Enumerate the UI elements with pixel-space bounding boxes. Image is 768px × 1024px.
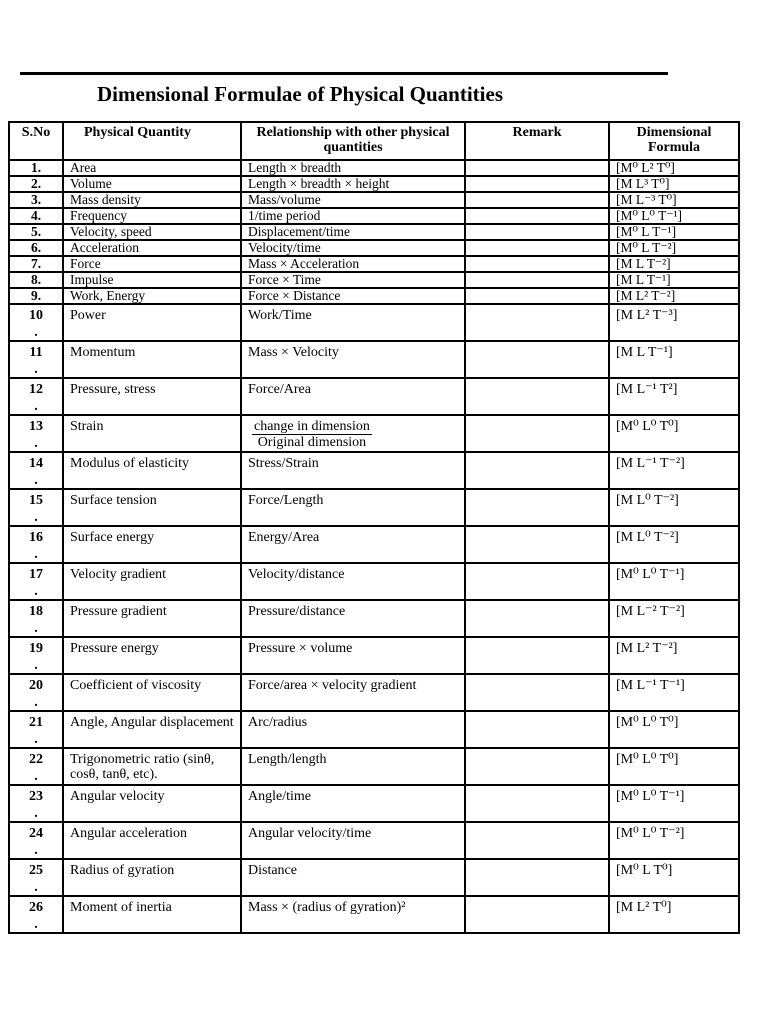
top-rule [20,72,668,75]
relationship-cell: Force/area × velocity gradient [241,674,465,711]
formula-cell: [M L² T⁰] [609,896,739,933]
table-row [9,341,739,378]
sno-cell: 15 . [9,489,63,526]
formula-cell: [M L⁻¹ T⁻²] [609,452,739,489]
remark-cell [465,748,609,785]
table-row [9,785,739,822]
formula-cell: [M L² T⁻³] [609,304,739,341]
table-row [9,224,739,240]
formula-cell: [M⁰ L² T⁰] [609,160,739,176]
remark-cell [465,272,609,288]
header-relationship: Relationship with other physical quantities [241,122,465,160]
header-quantity: Physical Quantity [63,122,241,160]
formula-cell: [M⁰ L⁰ T⁰] [609,711,739,748]
quantity-cell: Moment of inertia [63,896,241,933]
remark-cell [465,452,609,489]
table-row [9,896,739,933]
relationship-cell: Mass × Velocity [241,341,465,378]
remark-cell [465,224,609,240]
quantity-cell: Power [63,304,241,341]
sno-cell: 24 . [9,822,63,859]
sno-cell: 2. [9,176,63,192]
relationship-cell: 1/time period [241,208,465,224]
table-row [9,489,739,526]
relationship-cell: Velocity/distance [241,563,465,600]
table-row [9,272,739,288]
relationship-cell [241,415,465,452]
formula-cell: [M L⁻³ T⁰] [609,192,739,208]
relationship-cell: Velocity/time [241,240,465,256]
formula-cell: [M L⁻¹ T⁻¹] [609,674,739,711]
quantity-cell: Work, Energy [63,288,241,304]
relationship-cell: Pressure/distance [241,600,465,637]
quantity-cell: Impulse [63,272,241,288]
relationship-cell: Force/Area [241,378,465,415]
formula-cell: [M⁰ L⁰ T⁻²] [609,822,739,859]
formula-cell: [M L T⁻¹] [609,272,739,288]
quantity-cell: Mass density [63,192,241,208]
formula-cell: [M L² T⁻²] [609,288,739,304]
sno-cell: 9. [9,288,63,304]
quantity-cell: Velocity, speed [63,224,241,240]
quantity-cell: Pressure energy [63,637,241,674]
sno-cell: 14 . [9,452,63,489]
table-row [9,208,739,224]
header-formula: Dimensional Formula [609,122,739,160]
sno-cell: 10 . [9,304,63,341]
relationship-cell: Mass × Acceleration [241,256,465,272]
relationship-cell: Length × breadth × height [241,176,465,192]
quantity-cell: Trigonometric ratio (sinθ, cosθ, tanθ, etc). [63,748,241,785]
sno-cell: 21 . [9,711,63,748]
sno-cell: 7. [9,256,63,272]
sno-cell: 17 . [9,563,63,600]
quantity-cell: Surface energy [63,526,241,563]
page-title: Dimensional Formulae of Physical Quantities [97,82,503,106]
table-row [9,748,739,785]
sno-cell: 1. [9,160,63,176]
formula-cell: [M⁰ L⁰ T⁻¹] [609,563,739,600]
sno-cell: 20 . [9,674,63,711]
fraction [252,419,372,450]
remark-cell [465,256,609,272]
remark-cell [465,526,609,563]
quantity-cell: Angle, Angular displacement [63,711,241,748]
table-row [9,600,739,637]
remark-cell [465,637,609,674]
remark-cell [465,674,609,711]
table-row [9,711,739,748]
relationship-cell: Length/length [241,748,465,785]
formula-cell: [M⁰ L T⁻²] [609,240,739,256]
formula-cell: [M L⁻² T⁻²] [609,600,739,637]
table-row [9,452,739,489]
sno-cell: 26 . [9,896,63,933]
remark-cell [465,288,609,304]
quantity-cell: Pressure gradient [63,600,241,637]
relationship-cell: Stress/Strain [241,452,465,489]
relationship-cell: Distance [241,859,465,896]
relationship-cell: Length × breadth [241,160,465,176]
formula-cell: [M L⁰ T⁻²] [609,526,739,563]
quantity-cell: Volume [63,176,241,192]
formula-cell: [M⁰ L⁰ T⁰] [609,415,739,452]
sno-cell: 11 . [9,341,63,378]
quantity-cell: Momentum [63,341,241,378]
table-header-row [9,122,739,160]
sno-cell: 25 . [9,859,63,896]
sno-cell: 4. [9,208,63,224]
relationship-cell: Angle/time [241,785,465,822]
table-row [9,288,739,304]
header-sno: S.No [9,122,63,160]
sno-cell: 3. [9,192,63,208]
relationship-cell: Mass/volume [241,192,465,208]
sno-cell: 5. [9,224,63,240]
formula-cell: [M L³ T⁰] [609,176,739,192]
remark-cell [465,160,609,176]
quantity-cell: Strain [63,415,241,452]
quantity-cell: Acceleration [63,240,241,256]
table-row [9,563,739,600]
quantity-cell: Coefficient of viscosity [63,674,241,711]
formula-cell: [M L T⁻²] [609,256,739,272]
table-row [9,415,739,452]
table-row [9,240,739,256]
remark-cell [465,176,609,192]
table-row [9,378,739,415]
remark-cell [465,563,609,600]
quantity-cell: Pressure, stress [63,378,241,415]
sno-cell: 18 . [9,600,63,637]
sno-cell: 22 . [9,748,63,785]
formula-cell: [M L² T⁻²] [609,637,739,674]
formula-cell: [M⁰ L⁰ T⁻¹] [609,785,739,822]
remark-cell [465,378,609,415]
formula-cell: [M L⁻¹ T²] [609,378,739,415]
relationship-cell: Force/Length [241,489,465,526]
quantity-cell: Force [63,256,241,272]
remark-cell [465,304,609,341]
remark-cell [465,208,609,224]
sno-cell: 6. [9,240,63,256]
dimensional-formulae-table [8,121,740,934]
remark-cell [465,341,609,378]
relationship-cell: Force × Distance [241,288,465,304]
relationship-cell: Work/Time [241,304,465,341]
remark-cell [465,192,609,208]
remark-cell [465,600,609,637]
quantity-cell: Area [63,160,241,176]
sno-cell: 13 . [9,415,63,452]
formula-cell: [M L T⁻¹] [609,341,739,378]
sno-cell: 23 . [9,785,63,822]
remark-cell [465,240,609,256]
formula-cell: [M⁰ L T⁰] [609,859,739,896]
quantity-cell: Velocity gradient [63,563,241,600]
fraction-denominator: Original dimension [257,435,367,450]
sno-cell: 12 . [9,378,63,415]
quantity-cell: Angular acceleration [63,822,241,859]
table-row [9,637,739,674]
remark-cell [465,711,609,748]
relationship-cell: Displacement/time [241,224,465,240]
remark-cell [465,785,609,822]
remark-cell [465,822,609,859]
relationship-cell: Mass × (radius of gyration)² [241,896,465,933]
relationship-cell: Angular velocity/time [241,822,465,859]
quantity-cell: Angular velocity [63,785,241,822]
relationship-cell: Energy/Area [241,526,465,563]
header-remark: Remark [465,122,609,160]
sno-cell: 16 . [9,526,63,563]
fraction-numerator: change in dimension [254,419,370,434]
relationship-cell: Force × Time [241,272,465,288]
table-row [9,256,739,272]
formula-cell: [M L⁰ T⁻²] [609,489,739,526]
formula-cell: [M⁰ L⁰ T⁰] [609,748,739,785]
table-row [9,160,739,176]
remark-cell [465,859,609,896]
quantity-cell: Surface tension [63,489,241,526]
table-row [9,304,739,341]
quantity-cell: Modulus of elasticity [63,452,241,489]
sno-cell: 19 . [9,637,63,674]
sno-cell: 8. [9,272,63,288]
table-row [9,859,739,896]
remark-cell [465,415,609,452]
table-row [9,192,739,208]
relationship-cell: Pressure × volume [241,637,465,674]
remark-cell [465,896,609,933]
remark-cell [465,489,609,526]
quantity-cell: Radius of gyration [63,859,241,896]
formula-cell: [M⁰ L T⁻¹] [609,224,739,240]
relationship-cell: Arc/radius [241,711,465,748]
table-row [9,822,739,859]
quantity-cell: Frequency [63,208,241,224]
table-row [9,526,739,563]
formula-cell: [M⁰ L⁰ T⁻¹] [609,208,739,224]
table-row [9,176,739,192]
table-row [9,674,739,711]
